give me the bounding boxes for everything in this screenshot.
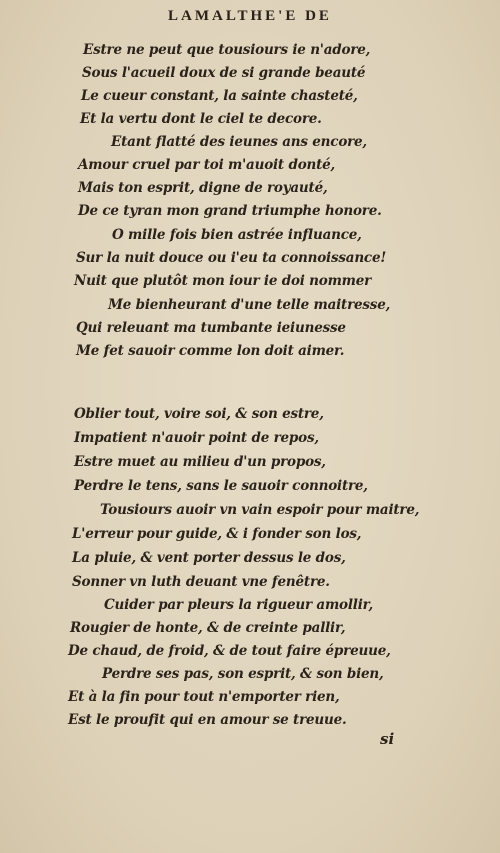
verse-line: Perdre ses pas, son esprit, & son bien, [102,666,384,682]
verse-line: De ce tyran mon grand triumphe honore. [78,203,382,219]
verse-line: O mille fois bien astrée influance, [112,227,362,243]
verse-line: Cuider par pleurs la rigueur amollir, [104,597,374,613]
verse-line: Sonner vn luth deuant vne fenêtre. [72,574,330,590]
verse-line: Le cueur constant, la sainte chasteté, [81,88,358,104]
verse-line: Mais ton esprit, digne de royauté, [78,180,328,196]
verse-line: Rougier de honte, & de creinte pallir, [70,620,346,636]
verse-line: Sur la nuit douce ou i'eu ta connoissance! [76,250,387,266]
verse-line: Perdre le tens, sans le sauoir connoitre, [74,478,368,494]
verse-line: Estre muet au milieu d'un propos, [74,454,326,470]
verse-line: Impatient n'auoir point de repos, [74,430,319,446]
verse-line: Estre ne peut que tousiours ie n'adore, [83,42,371,58]
verse-line: Oblier tout, voire soi, & son estre, [74,406,324,422]
verse-line: Me bienheurant d'une telle maitresse, [108,297,391,313]
verse-line: Est le proufit qui en amour se treuue. [68,712,347,728]
verse-line: De chaud, de froid, & de tout faire épreuue, [68,643,391,659]
verse-line: Et la vertu dont le ciel te decore. [80,111,322,127]
running-head: LAMALTHE'E DE [168,8,332,24]
verse-line: Etant flatté des ieunes ans encore, [111,134,367,150]
verse-line: Tousiours auoir vn vain espoir pour maitre, [100,502,420,518]
verse-line: Sous l'acueil doux de si grande beauté [82,65,366,81]
verse-line: Qui releuant ma tumbante ieiunesse [76,320,346,336]
catchword: si [380,730,395,748]
verse-line: Nuit que plutôt mon iour ie doi nommer [74,273,372,289]
verse-line: La pluie, & vent porter dessus le dos, [72,550,346,566]
verse-line: L'erreur pour guide, & i fonder son los, [72,526,362,542]
verse-line: Amour cruel par toi m'auoit donté, [78,157,336,173]
verse-line: Et à la fin pour tout n'emporter rien, [68,689,340,705]
verse-line: Me fet sauoir comme lon doit aimer. [76,343,345,359]
